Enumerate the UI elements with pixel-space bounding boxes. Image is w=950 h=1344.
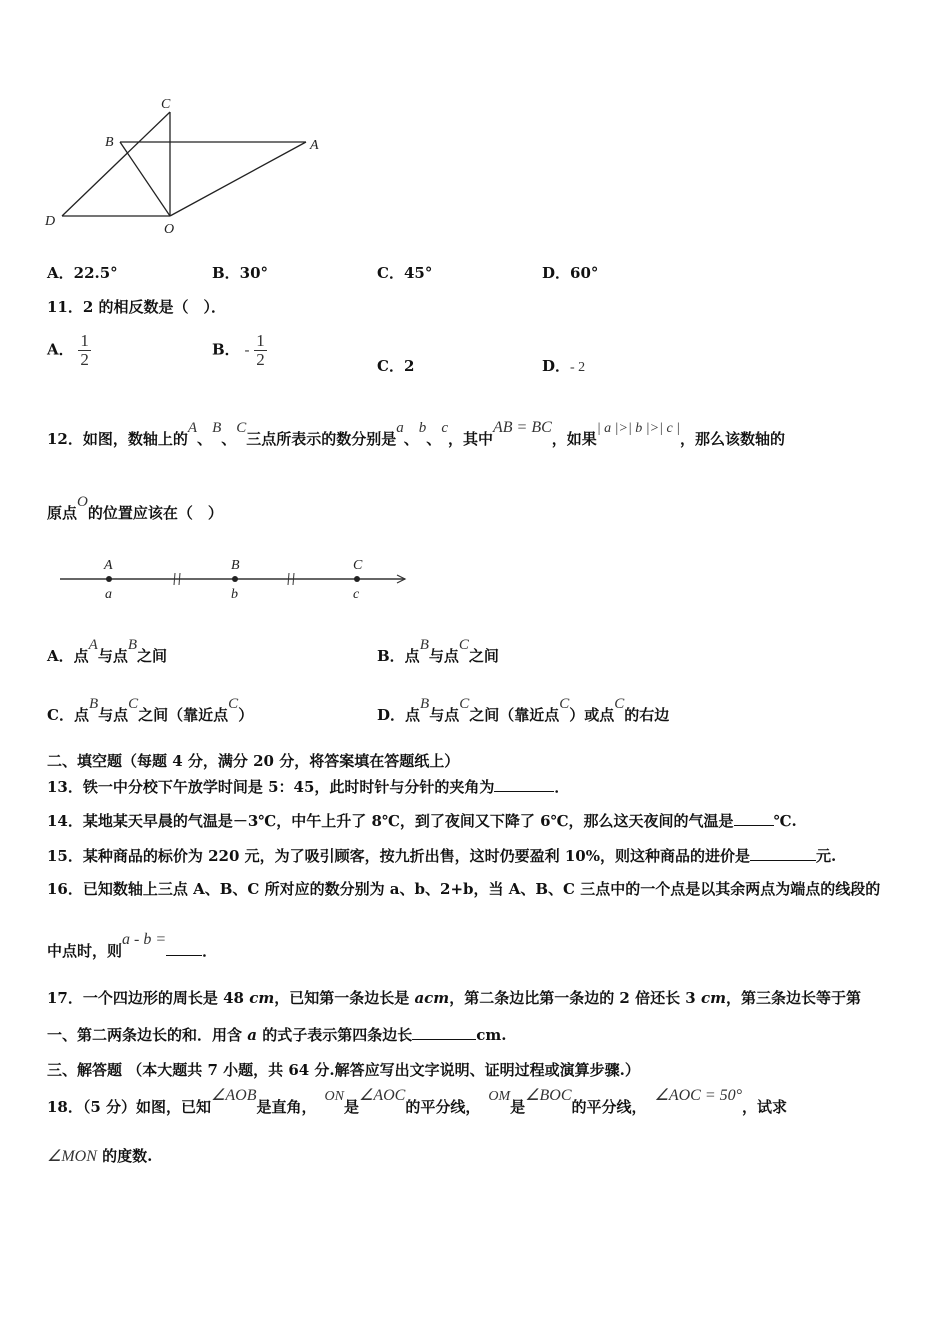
q16-line2: 中点时，则a - b =．	[47, 931, 218, 960]
q17-line2: 一、第二两条边长的和．用含 a 的式子表示第四条边长 cm.	[47, 1026, 507, 1044]
q12-stem-line2: 原点O的位置应该在（ ）	[47, 494, 223, 522]
point-a	[106, 576, 112, 582]
label-value-c: c	[353, 587, 360, 602]
q11-stem: 11．2 的相反数是（ ）．	[47, 298, 227, 316]
point-c	[354, 576, 360, 582]
label-b: B	[105, 135, 114, 150]
point-b	[232, 576, 238, 582]
answer-blank[interactable]	[166, 941, 202, 956]
section-heading-fill-blank: 二、填空题（每题 4 分，满分 20 分，将答案填在答题纸上）	[47, 752, 460, 770]
segment-bo	[120, 142, 170, 216]
number-line	[55, 552, 415, 604]
q18-line2: ∠MON 的度数.	[47, 1147, 153, 1165]
q11-option-d[interactable]: D．- 2	[542, 357, 586, 375]
geometry-figure	[40, 92, 340, 242]
fraction: $\frac{1}{2}$	[80, 331, 89, 369]
q15: 15．某种商品的标价为 220 元，为了吸引顾客，按九折出售，这时仍要盈利 10%，则这种商品的进价是 元.	[47, 847, 837, 865]
q14: 14．某地某天早晨的气温是－3℃，中午上升了 8℃，到了夜间又下降了 6℃，那么这天夜间的气温是 ℃.	[47, 812, 797, 830]
q12-option-c[interactable]: C．点B与点C之间（靠近点C）	[47, 696, 254, 724]
section-heading-solve: 三、解答题 （本大题共 7 小题，共 64 分.解答应写出文字说明、证明过程或演算步骤.）	[47, 1061, 640, 1079]
q12-option-b[interactable]: B．点B与点C之间	[377, 637, 499, 665]
label-d: D	[45, 214, 56, 229]
q17-line1: 17．一个四边形的周长是 48 cm，已知第一条边长是 acm，第二条边比第一条边的 2 倍还长 3 cm，第三条边长等于第	[47, 989, 861, 1007]
q18-line1: 18．（5 分）如图，已知∠AOB是直角，ON是∠AOC的平分线，OM是∠BOC的平分线，∠AOC = 50°，试求	[47, 1087, 788, 1116]
label-value-a: a	[105, 587, 112, 602]
q11-option-b[interactable]: B． - $\frac{1}{2}$	[212, 331, 265, 369]
segment-dc	[62, 112, 170, 216]
fraction: $\frac{1}{2}$	[256, 331, 265, 369]
label-value-b: b	[231, 587, 238, 602]
q11-option-c[interactable]: C．2	[377, 357, 415, 375]
q10-option-d[interactable]: D．60°	[542, 264, 599, 282]
q10-option-b[interactable]: B．30°	[212, 264, 269, 282]
q11-option-a[interactable]: A． $\frac{1}{2}$	[47, 331, 89, 369]
label-point-a: A	[104, 558, 113, 573]
answer-blank[interactable]	[412, 1025, 476, 1040]
label-point-c: C	[353, 558, 363, 573]
label-point-b: B	[231, 558, 240, 573]
answer-blank[interactable]	[734, 811, 774, 826]
label-a: A	[310, 138, 319, 153]
q10-option-c[interactable]: C．45°	[377, 264, 433, 282]
q16-line1: 16．已知数轴上三点 A、B、C 所对应的数分别为 a、b、2+b，当 A、B、C 三点中的一个点是以其余两点为端点的线段的	[47, 880, 881, 898]
label-c: C	[161, 97, 171, 112]
answer-blank[interactable]	[750, 846, 816, 861]
q13: 13．铁一中分校下午放学时间是 5：45，此时时针与分针的夹角为 ．	[47, 778, 570, 796]
segment-oa	[170, 142, 306, 216]
q12-option-a[interactable]: A．点A与点B之间	[47, 637, 168, 665]
label-o: O	[164, 222, 175, 237]
q12-option-d[interactable]: D．点B与点C之间（靠近点C）或点C的右边	[377, 696, 670, 724]
q10-option-a[interactable]: A．22.5°	[47, 264, 118, 282]
q12-stem-line1: 12．如图，数轴上的A、B、C三点所表示的数分别是a、b、c，其中AB = BC，如果| a |>| b |>| c |，那么该数轴的	[47, 419, 786, 448]
answer-blank[interactable]	[494, 777, 554, 792]
